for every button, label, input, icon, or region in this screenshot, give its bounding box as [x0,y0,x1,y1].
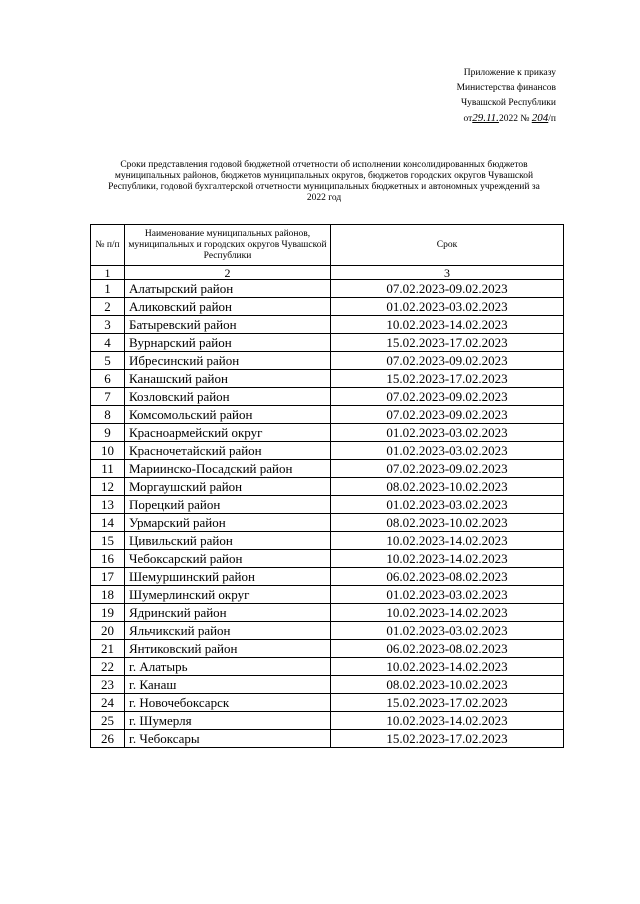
row-number: 2 [91,298,125,316]
row-number: 6 [91,370,125,388]
row-number: 22 [91,658,125,676]
row-term: 01.02.2023-03.02.2023 [331,424,564,442]
row-number: 11 [91,460,125,478]
column-numbers-row [91,266,564,280]
table-row [91,388,564,406]
table-row [91,640,564,658]
row-name: Порецкий район [125,496,331,514]
table-row [91,604,564,622]
row-number: 26 [91,730,125,748]
row-name: Урмарский район [125,514,331,532]
row-name: г. Канаш [125,676,331,694]
appendix-line-1: Приложение к приказу [463,68,556,78]
row-number: 4 [91,334,125,352]
table-row [91,406,564,424]
row-number: 7 [91,388,125,406]
table-row [91,478,564,496]
row-term: 10.02.2023-14.02.2023 [331,532,564,550]
table-row [91,514,564,532]
row-term: 07.02.2023-09.02.2023 [331,280,564,298]
row-term: 10.02.2023-14.02.2023 [331,658,564,676]
row-name: Красноармейский округ [125,424,331,442]
row-name: Янтиковский район [125,640,331,658]
row-number: 15 [91,532,125,550]
table-row [91,424,564,442]
row-number: 16 [91,550,125,568]
row-number: 18 [91,586,125,604]
row-term: 06.02.2023-08.02.2023 [331,568,564,586]
header-name: Наименование муниципальных районов, муниципальных и городских округов Чувашской Республики [125,225,331,266]
row-term: 15.02.2023-17.02.2023 [331,334,564,352]
table-row [91,712,564,730]
appendix-line-3: Чувашской Республики [460,98,556,108]
column-number: 2 [125,266,331,280]
row-number: 20 [91,622,125,640]
order-number-handwritten: 204 [531,112,549,124]
table-row [91,532,564,550]
row-name: Чебоксарский район [125,550,331,568]
table-row [91,496,564,514]
row-name: Красночетайский район [125,442,331,460]
appendix-block [416,66,556,127]
row-term: 01.02.2023-03.02.2023 [331,622,564,640]
row-number: 17 [91,568,125,586]
row-name: Комсомольский район [125,406,331,424]
row-term: 07.02.2023-09.02.2023 [331,460,564,478]
row-name: г. Новочебоксарск [125,694,331,712]
header-num: № п/п [91,225,125,266]
row-number: 12 [91,478,125,496]
row-name: Канашский район [125,370,331,388]
row-name: г. Алатырь [125,658,331,676]
row-term: 15.02.2023-17.02.2023 [331,370,564,388]
table-row [91,730,564,748]
row-number: 3 [91,316,125,334]
column-number: 1 [91,266,125,280]
row-number: 9 [91,424,125,442]
row-term: 01.02.2023-03.02.2023 [331,442,564,460]
row-term: 07.02.2023-09.02.2023 [331,388,564,406]
date-prefix: от [463,114,473,124]
header-term: Срок [331,225,564,266]
row-number: 24 [91,694,125,712]
row-name: Ядринский район [125,604,331,622]
table-row [91,622,564,640]
schedule-table [90,224,564,748]
row-name: Мариинско-Посадский район [125,460,331,478]
row-name: Цивильский район [125,532,331,550]
order-date-handwritten: 29.11. [472,112,499,124]
table-row [91,586,564,604]
row-number: 14 [91,514,125,532]
table-row [91,442,564,460]
table-row [91,334,564,352]
table-row [91,568,564,586]
row-term: 10.02.2023-14.02.2023 [331,712,564,730]
order-year: 2022 № [498,114,530,124]
row-term: 06.02.2023-08.02.2023 [331,640,564,658]
row-name: Батыревский район [125,316,331,334]
row-term: 01.02.2023-03.02.2023 [331,298,564,316]
row-term: 10.02.2023-14.02.2023 [331,604,564,622]
row-name: Козловский район [125,388,331,406]
row-name: Шумерлинский округ [125,586,331,604]
row-name: Яльчикский район [125,622,331,640]
row-name: г. Шумерля [125,712,331,730]
row-term: 10.02.2023-14.02.2023 [331,550,564,568]
row-number: 1 [91,280,125,298]
order-date-line [416,111,556,127]
row-term: 08.02.2023-10.02.2023 [331,478,564,496]
table-row [91,658,564,676]
row-name: Вурнарский район [125,334,331,352]
document-heading: Сроки представления годовой бюджетной отчетности об исполнении консолидированных бюджетов муниципальных районов, бюджетов муниципальных округов, бюджетов городских округов Чувашской Республики, годовой бухгалтерской отчетности муниципальных бюджетных и автономных учреждений за 2022 год [108,160,540,203]
row-number: 23 [91,676,125,694]
row-name: Моргаушский район [125,478,331,496]
table-row [91,370,564,388]
row-term: 15.02.2023-17.02.2023 [331,694,564,712]
row-term: 07.02.2023-09.02.2023 [331,352,564,370]
row-name: Аликовский район [125,298,331,316]
table-row [91,550,564,568]
row-number: 21 [91,640,125,658]
row-number: 13 [91,496,125,514]
row-number: 8 [91,406,125,424]
row-number: 25 [91,712,125,730]
row-number: 5 [91,352,125,370]
row-term: 07.02.2023-09.02.2023 [331,406,564,424]
row-name: г. Чебоксары [125,730,331,748]
table-row [91,280,564,298]
row-name: Шемуршинский район [125,568,331,586]
table-row [91,676,564,694]
appendix-line-2: Министерства финансов [456,83,556,93]
row-name: Алатырский район [125,280,331,298]
row-term: 01.02.2023-03.02.2023 [331,586,564,604]
table-row [91,460,564,478]
order-number-suffix: /п [548,114,556,124]
row-name: Ибресинский район [125,352,331,370]
table-row [91,316,564,334]
row-term: 08.02.2023-10.02.2023 [331,514,564,532]
row-number: 10 [91,442,125,460]
table-row [91,694,564,712]
row-number: 19 [91,604,125,622]
table-header-row [91,225,564,266]
row-term: 08.02.2023-10.02.2023 [331,676,564,694]
column-number: 3 [331,266,564,280]
row-term: 15.02.2023-17.02.2023 [331,730,564,748]
row-term: 10.02.2023-14.02.2023 [331,316,564,334]
table-row [91,352,564,370]
table-row [91,298,564,316]
row-term: 01.02.2023-03.02.2023 [331,496,564,514]
